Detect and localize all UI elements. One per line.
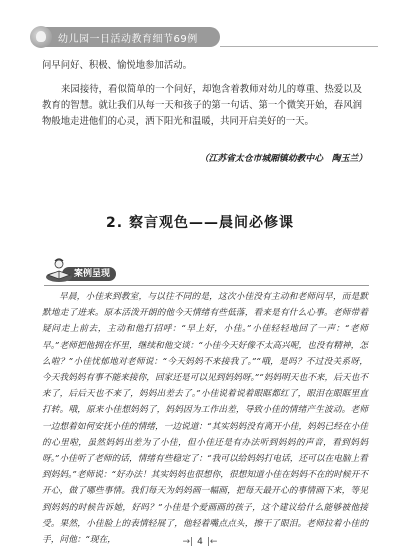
case-badge [44,257,132,283]
header-title: 幼儿园一日活动教育细节69例 [58,33,198,45]
header-title-bar [40,27,220,47]
header-rule [220,46,378,47]
left-arrow-icon: →| [182,537,194,547]
case-label: 案例呈现 [74,269,111,279]
page-header [0,0,400,52]
book-reader-icon [44,257,74,283]
author-signature: （江苏省太仓市城厢镇幼教中心 陶玉兰） [199,154,367,164]
page-number-value: 4 [197,537,203,547]
section-title: 2. 察言观色——晨间必修课 [106,215,294,231]
right-arrow-icon: |← [206,537,218,547]
child-face-icon [30,26,52,48]
intro-paragraph-1: 问早问好、积极、愉悦地参加活动。 [42,60,193,71]
case-divider [44,285,369,286]
case-story-text: 早晨，小佳来到教室，与以往不同的是，这次小佳没有主动和老师问早，而是默默地走了进来。原本活泼开朗的他今天情绪有些低落，看来是有什么心事。老师带着疑问走上前去，主动和他打招呼：“早上好，小佳。”小佳轻轻地回了一声：“老师早。”老师把他拥在怀里，继续和他交谈：“小佳今天好像不太高兴呢，也没有精神，怎么啦？”小佳忧郁地对老师说：“今天妈妈不来接我了。”“哦，是吗？不过没关系呀，今天我妈妈有事不能来接你，回家还是可以见到妈妈呀。”“妈妈明天也不来，后天也不来了，后后天也不来了，妈妈出差去了。”小佳说着说着眼眶都红了，眼泪在眼眶里直打转。哦，原来小佳想妈妈了，妈妈因为工作出差，导致小佳的情绪产生波动。老师一边想着如何安抚小佳的情绪，一边说道：“其实妈妈没有离开小佳，妈妈已经在小佳的心里啦，虽然妈妈出差为了小佳，但小佳还是有办法听到妈妈的声音，看到妈妈呀。”小佳听了老师的话，情绪有些稳定了：“我可以给妈妈打电话，还可以在电脑上看到妈妈。”老师说：“好办法！其实妈妈也很想你，很想知道小佳在妈妈不在的时候开不开心，做了哪些事情。我们每天为妈妈画一幅画，把每天最开心的事情画下来，等见到妈妈的时候告诉她，好吗？”小佳是个爱画画的孩子，这个建议给什么能够被他接受。果然，小佳脸上的表情轻展了，他轻着嘴点点头，擦干了眼泪。老师拉着小佳的手，问他：“现在， [42,292,368,546]
intro-paragraph-2: 来园接待，看似简单的一个问好，却饱含着教师对幼儿的尊重、热爱以及教育的智慧。就让我们从每一天和孩子的第一句话、第一个微笑开始，春风润物般地走进他们的心灵，洒下阳光和温暖，共同开启美好的一天。 [42,84,362,127]
page-number [0,537,400,547]
